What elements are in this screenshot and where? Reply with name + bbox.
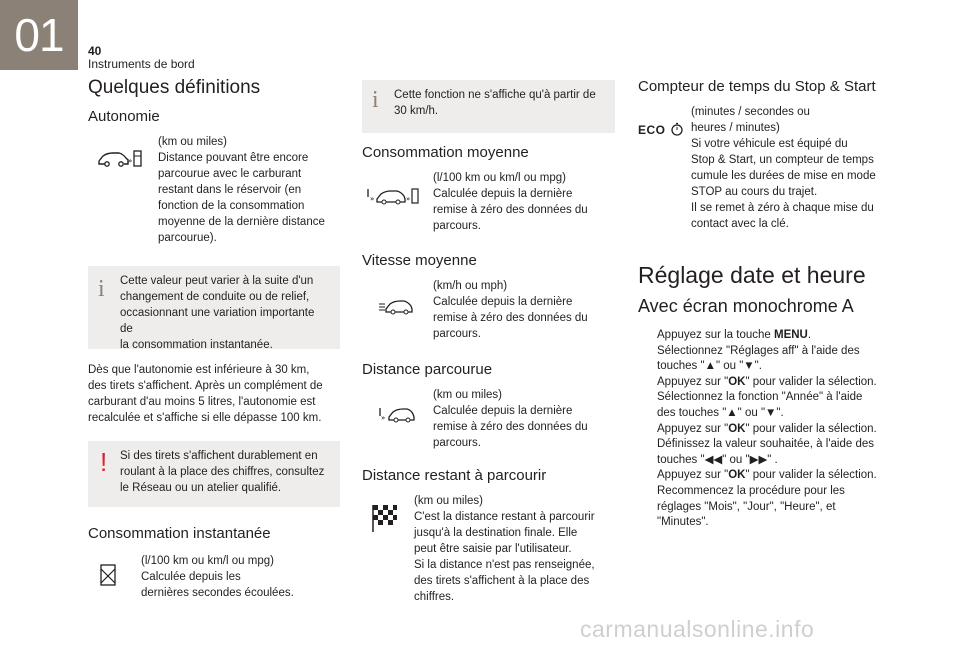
info-note-2-text: Cette fonction ne s'affiche qu'à partir de 30 km/h. [394, 89, 596, 117]
warning-icon: ! [100, 447, 108, 477]
fuel-pump-icon [97, 563, 121, 592]
section-title: Instruments de bord [88, 57, 195, 71]
conso-inst-heading: Consommation instantanée [88, 525, 271, 542]
eco-stop-start-icon [638, 121, 684, 139]
step-item: Appuyez sur "OK" pour valider la sélection. [657, 422, 877, 435]
step-item: Appuyez sur la touche MENU. [657, 329, 812, 341]
date-time-title: Réglage date et heure [638, 262, 866, 288]
conso-moy-heading: Consommation moyenne [362, 144, 529, 161]
watermark[interactable]: carmanualsonline.info [580, 616, 815, 642]
conso-moy-text: (l/100 km ou km/l ou mpg) Calculée depuis la dernière remise à zéro des données du parcours. [433, 172, 588, 232]
step-item: Sélectionnez "Réglages aff" à l'aide des touches "▲" ou "▼". [657, 344, 860, 373]
warning-note-text: Si des tirets s'affichent durablement en roulant à la place des chiffres, consultez le Réseau ou un atelier qualifié. [120, 450, 325, 494]
svg-text:»: » [370, 195, 375, 203]
chapter-tab: 01 [0, 0, 78, 70]
eco-label: ECO [638, 123, 666, 137]
step-item: Recommencez la procédure pour les réglages "Mois", "Jour", "Heure", et "Minutes". [657, 484, 845, 529]
steps-list [638, 328, 893, 531]
vitesse-heading: Vitesse moyenne [362, 252, 477, 269]
restant-heading: Distance restant à parcourir [362, 467, 547, 484]
car-speed-icon [378, 296, 414, 323]
warning-note [88, 441, 340, 507]
info-note-1-text: Cette valeur peut varier à la suite d'un changement de conduite ou de relief, occasionnant une variation importante de la consommation instantanée. [120, 275, 315, 351]
vitesse-text: (km/h ou mph) Calculée depuis la dernière remise à zéro des données du parcours. [433, 280, 588, 340]
svg-text:»: » [128, 157, 133, 165]
checkered-flag-icon [371, 503, 399, 538]
svg-text:»: » [406, 195, 411, 203]
step-item: Définissez la valeur souhaitée, à l'aide des touches "◀◀" ou "▶▶" . [657, 438, 874, 466]
step-item: Appuyez sur "OK" pour valider la sélection. [657, 469, 877, 482]
info-icon: i [98, 276, 105, 302]
autonomie-heading: Autonomie [88, 108, 160, 125]
car-average-consumption-icon [365, 185, 421, 214]
stop-start-text: (minutes / secondes ou heures / minutes) Si votre véhicule est équipé du Stop & Start, un compteur de temps cumule les durées de mise en mode STOP au cours du trajet. Il se remet à zéro à chaque mise du contact avec la clé. [691, 106, 876, 230]
step-item: Appuyez sur "OK" pour valider la sélection. [657, 375, 877, 388]
info-note-2 [362, 80, 615, 133]
car-fuel-icon [97, 147, 145, 176]
autonomie-paragraph: Dès que l'autonomie est inférieure à 30 km, des tirets s'affichent. Après un complément de carburant d'au moins 5 litres, l'autonomie est recalculée et s'affiche si elle dépasse 100 km. [88, 364, 323, 424]
restant-text: (km ou miles) C'est la distance restant à parcourir jusqu'à la destination finale. Elle peut être saisie par l'utilisateur. Si la distance n'est pas renseignée, des tirets s'affichent à la place des chiffres. [414, 495, 595, 603]
page-title: Quelques définitions [88, 77, 261, 98]
distance-text: (km ou miles) Calculée depuis la dernière remise à zéro des données du parcours. [433, 389, 588, 449]
page-number: 40 [88, 44, 102, 58]
distance-heading: Distance parcourue [362, 361, 493, 378]
info-note-1 [88, 266, 340, 349]
svg-text:»: » [381, 414, 386, 422]
car-distance-icon [378, 404, 416, 431]
autonomie-text: (km ou miles) Distance pouvant être encore parcourue avec le carburant restant dans le réservoir (en fonction de la consommation moyenne de la dernière distance parcourue). [158, 136, 325, 244]
info-icon: i [372, 87, 379, 113]
stop-start-heading: Compteur de temps du Stop & Start [638, 78, 876, 95]
conso-inst-text: (l/100 km ou km/l ou mpg) Calculée depuis les dernières secondes écoulées. [141, 555, 294, 599]
mono-screen-subtitle: Avec écran monochrome A [638, 296, 854, 316]
step-item: Sélectionnez la fonction "Année" à l'aide des touches "▲" ou "▼". [657, 391, 863, 419]
